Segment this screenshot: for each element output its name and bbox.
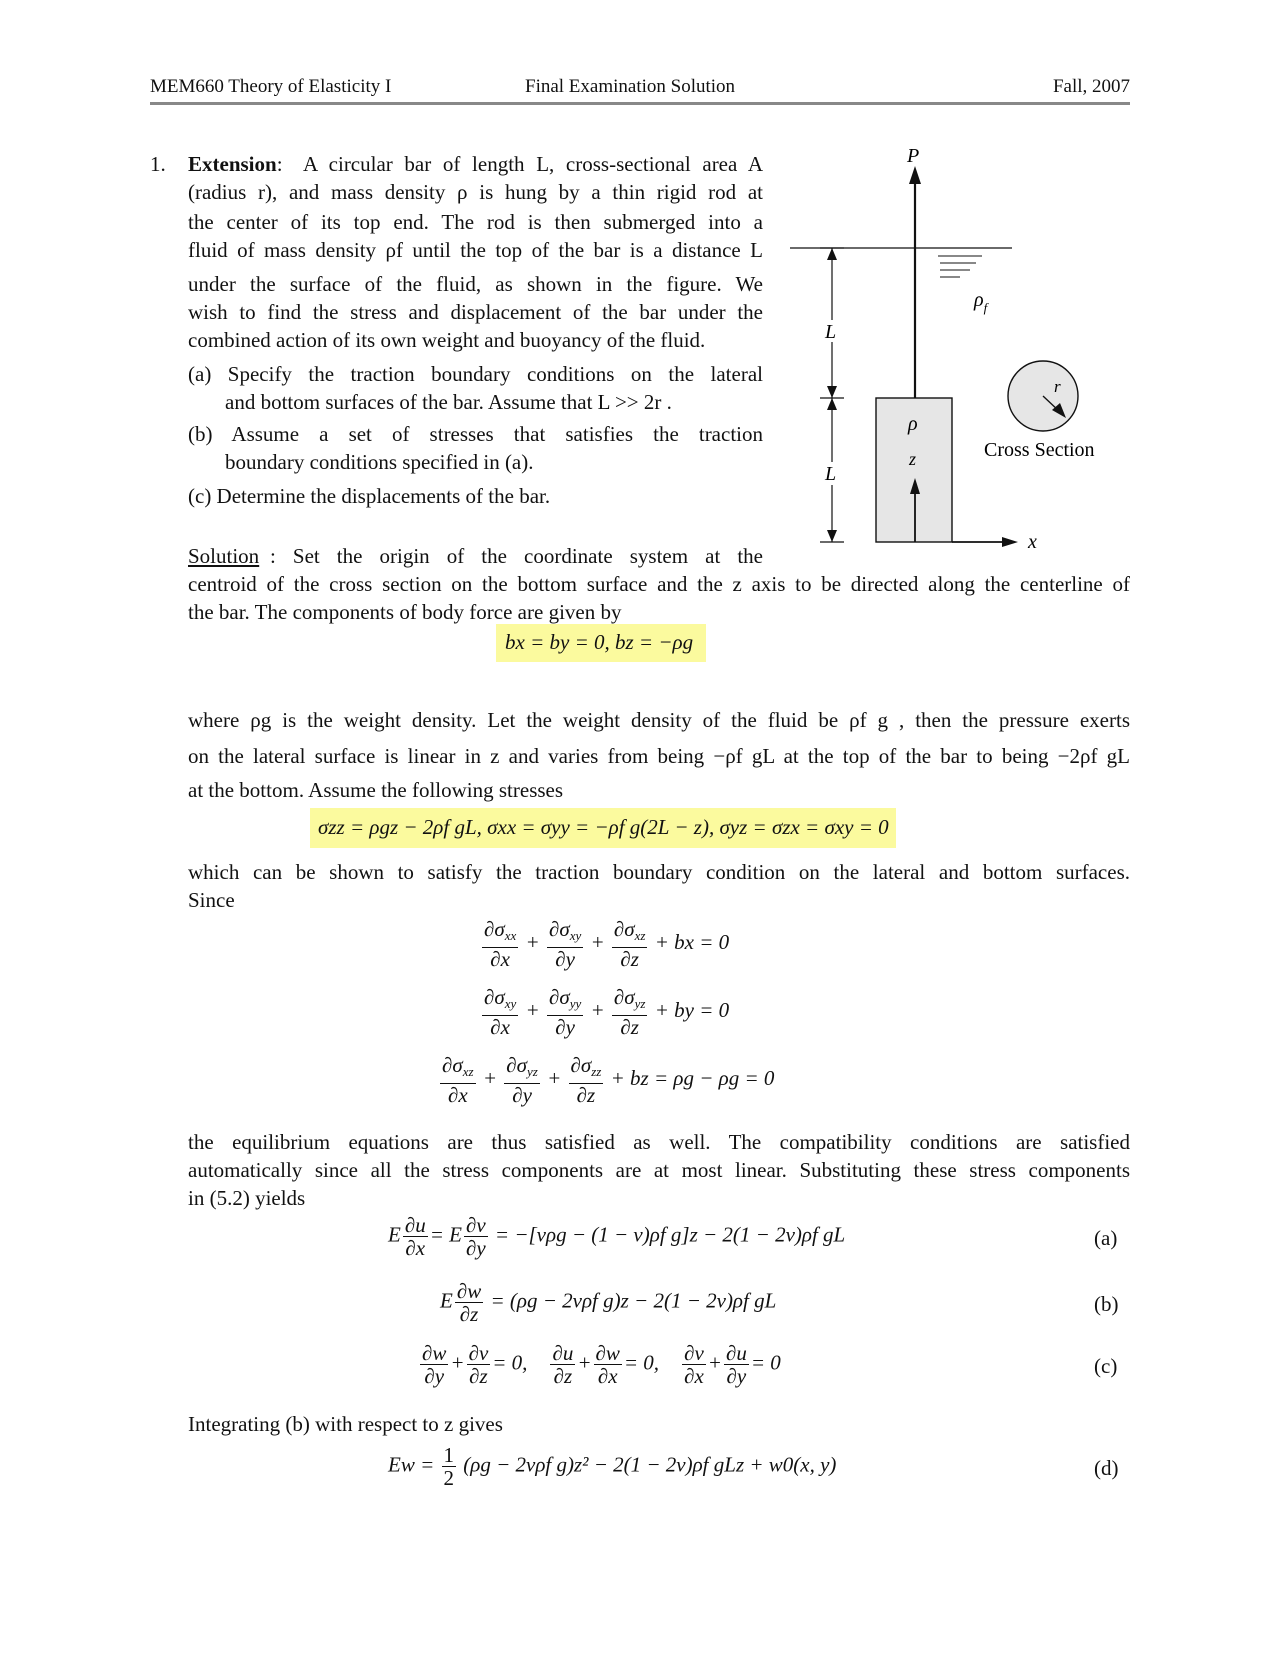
solution-line: on the lateral surface is linear in z and varies from being −ρf gL at the top of the bar to being −2ρf gL xyxy=(188,744,1130,768)
solution-line: which can be shown to satisfy the traction boundary condition on the lateral and bottom surfaces. xyxy=(188,860,1130,884)
page-header xyxy=(150,76,1130,102)
solution-line: the equilibrium equations are thus satisfied as well. The compatibility conditions are satisfied xyxy=(188,1130,1130,1154)
length-label-bottom: L xyxy=(825,463,837,485)
equation-label-c: (c) xyxy=(1094,1354,1118,1378)
intro-line: fluid of mass density ρf until the top of the bar is a distance L xyxy=(188,238,763,262)
exam-title: Final Examination Solution xyxy=(525,76,736,97)
intro-line: wish to find the stress and displacement of the bar under the xyxy=(188,300,763,324)
equation-label-a: (a) xyxy=(1094,1226,1118,1250)
dim-arrowhead xyxy=(827,386,837,398)
cross-section-label: Cross Section xyxy=(984,439,1095,461)
part-b: (b) Assume a set of stresses that satisfies the traction xyxy=(188,422,763,446)
dim-arrowhead xyxy=(827,248,837,260)
radius-label: r xyxy=(1054,377,1061,396)
term: Fall, 2007 xyxy=(1052,76,1130,97)
length-label-top: L xyxy=(825,321,837,343)
x-label: x xyxy=(1028,531,1037,553)
course-title: MEM660 Theory of Elasticity I xyxy=(150,76,392,97)
body-force-equation: bx = by = 0, bz = −ρg xyxy=(505,630,694,654)
equation-c: $\frac{\partial w}{\partial y}$ + $\frac{\partial v}{\partial z}$ = 0, $\frac{\partial u}{\partial z}$ + $\frac{\partial w}{\partial x}$ = 0, $\frac{\partial v}{\partial x}$ + $\frac{\partial u}{\partial y}$ = 0 xyxy=(422,1341,781,1388)
rho-label: ρ xyxy=(908,413,918,435)
equation-label-b: (b) xyxy=(1094,1292,1119,1316)
equation-a: E $\frac{\partial u}{\partial x}$ = E $\frac{\partial v}{\partial y}$ = −[νρg − (1 − ν)ρf g]z − 2(1 − 2ν)ρf gL xyxy=(388,1213,846,1260)
problem-title: Extension: xyxy=(188,152,283,176)
solution-line: : Set the origin of the coordinate system at the xyxy=(270,544,763,568)
part-b-cont: boundary conditions specified in (a). xyxy=(225,450,534,474)
part-c: (c) Determine the displacements of the bar. xyxy=(188,484,551,508)
fluid-density-label: $\rho_f$ xyxy=(974,289,988,315)
dim-arrowhead xyxy=(827,398,837,410)
equation-label-d: (d) xyxy=(1094,1456,1119,1480)
header-rule xyxy=(150,102,1130,105)
solution-line: in (5.2) yields xyxy=(188,1186,306,1210)
solution-line: where ρg is the weight density. Let the weight density of the fluid be ρf g , then the pressure exerts xyxy=(188,708,1130,732)
intro-line: A circular bar of length L, cross-sectional area A xyxy=(303,152,763,176)
load-arrow xyxy=(909,166,921,184)
solution-heading: Solution xyxy=(188,544,260,568)
dim-arrowhead xyxy=(827,530,837,542)
part-a-cont: and bottom surfaces of the bar. Assume that L >> 2r . xyxy=(225,390,672,414)
solution-line: centroid of the cross section on the bottom surface and the z axis to be directed along the centerline of xyxy=(188,572,1130,596)
solution-line: at the bottom. Assume the following stresses xyxy=(188,778,564,802)
z-label: z xyxy=(909,449,917,469)
water-level-icon xyxy=(938,256,982,277)
equilibrium-eq-z: $\frac{\partial\sigma_{xz}}{\partial x}$ + $\frac{\partial\sigma_{yz}}{\partial y}$ + $\frac{\partial\sigma_{zz}}{\partial z}$ + bz = ρg − ρg = 0 xyxy=(442,1053,775,1107)
solution-line: the bar. The components of body force are given by xyxy=(188,600,622,624)
intro-line: the center of its top end. The rod is then submerged into a xyxy=(188,210,763,234)
equation-b: E $\frac{\partial w}{\partial z}$ = (ρg − 2νρf g)z − 2(1 − 2ν)ρf gL xyxy=(440,1279,777,1326)
solution-line: Integrating (b) with respect to z gives xyxy=(188,1412,503,1436)
bar-figure xyxy=(780,140,1120,560)
intro-line: combined action of its own weight and buoyancy of the fluid. xyxy=(188,328,706,352)
load-label: P xyxy=(907,145,920,167)
problem-number: 1. xyxy=(150,152,166,176)
stress-equation: σzz = ρgz − 2ρf gL, σxx = σyy = −ρf g(2L − z), σyz = σzx = σxy = 0 xyxy=(318,815,889,839)
part-a: (a) Specify the traction boundary conditions on the lateral xyxy=(188,362,763,386)
solution-line: Since xyxy=(188,888,235,912)
solution-line: automatically since all the stress components are at most linear. Substituting these stress components xyxy=(188,1158,1130,1182)
equilibrium-eq-y: $\frac{\partial\sigma_{xy}}{\partial x}$ + $\frac{\partial\sigma_{yy}}{\partial y}$ + $\frac{\partial\sigma_{yz}}{\partial z}$ + by = 0 xyxy=(484,985,730,1039)
equation-d: Ew = $\frac{1}{2}$ (ρg − 2νρf g)z² − 2(1 − 2ν)ρf gLz + w0(x, y) xyxy=(388,1443,837,1490)
intro-line: (radius r), and mass density ρ is hung by a thin rigid rod at xyxy=(188,180,763,204)
x-axis-arrowhead xyxy=(1002,537,1018,547)
equilibrium-eq-x: $\frac{\partial\sigma_{xx}}{\partial x}$ + $\frac{\partial\sigma_{xy}}{\partial y}$ + $\frac{\partial\sigma_{xz}}{\partial z}$ + bx = 0 xyxy=(484,917,730,971)
intro-line: under the surface of the fluid, as shown in the figure. We xyxy=(188,272,763,296)
